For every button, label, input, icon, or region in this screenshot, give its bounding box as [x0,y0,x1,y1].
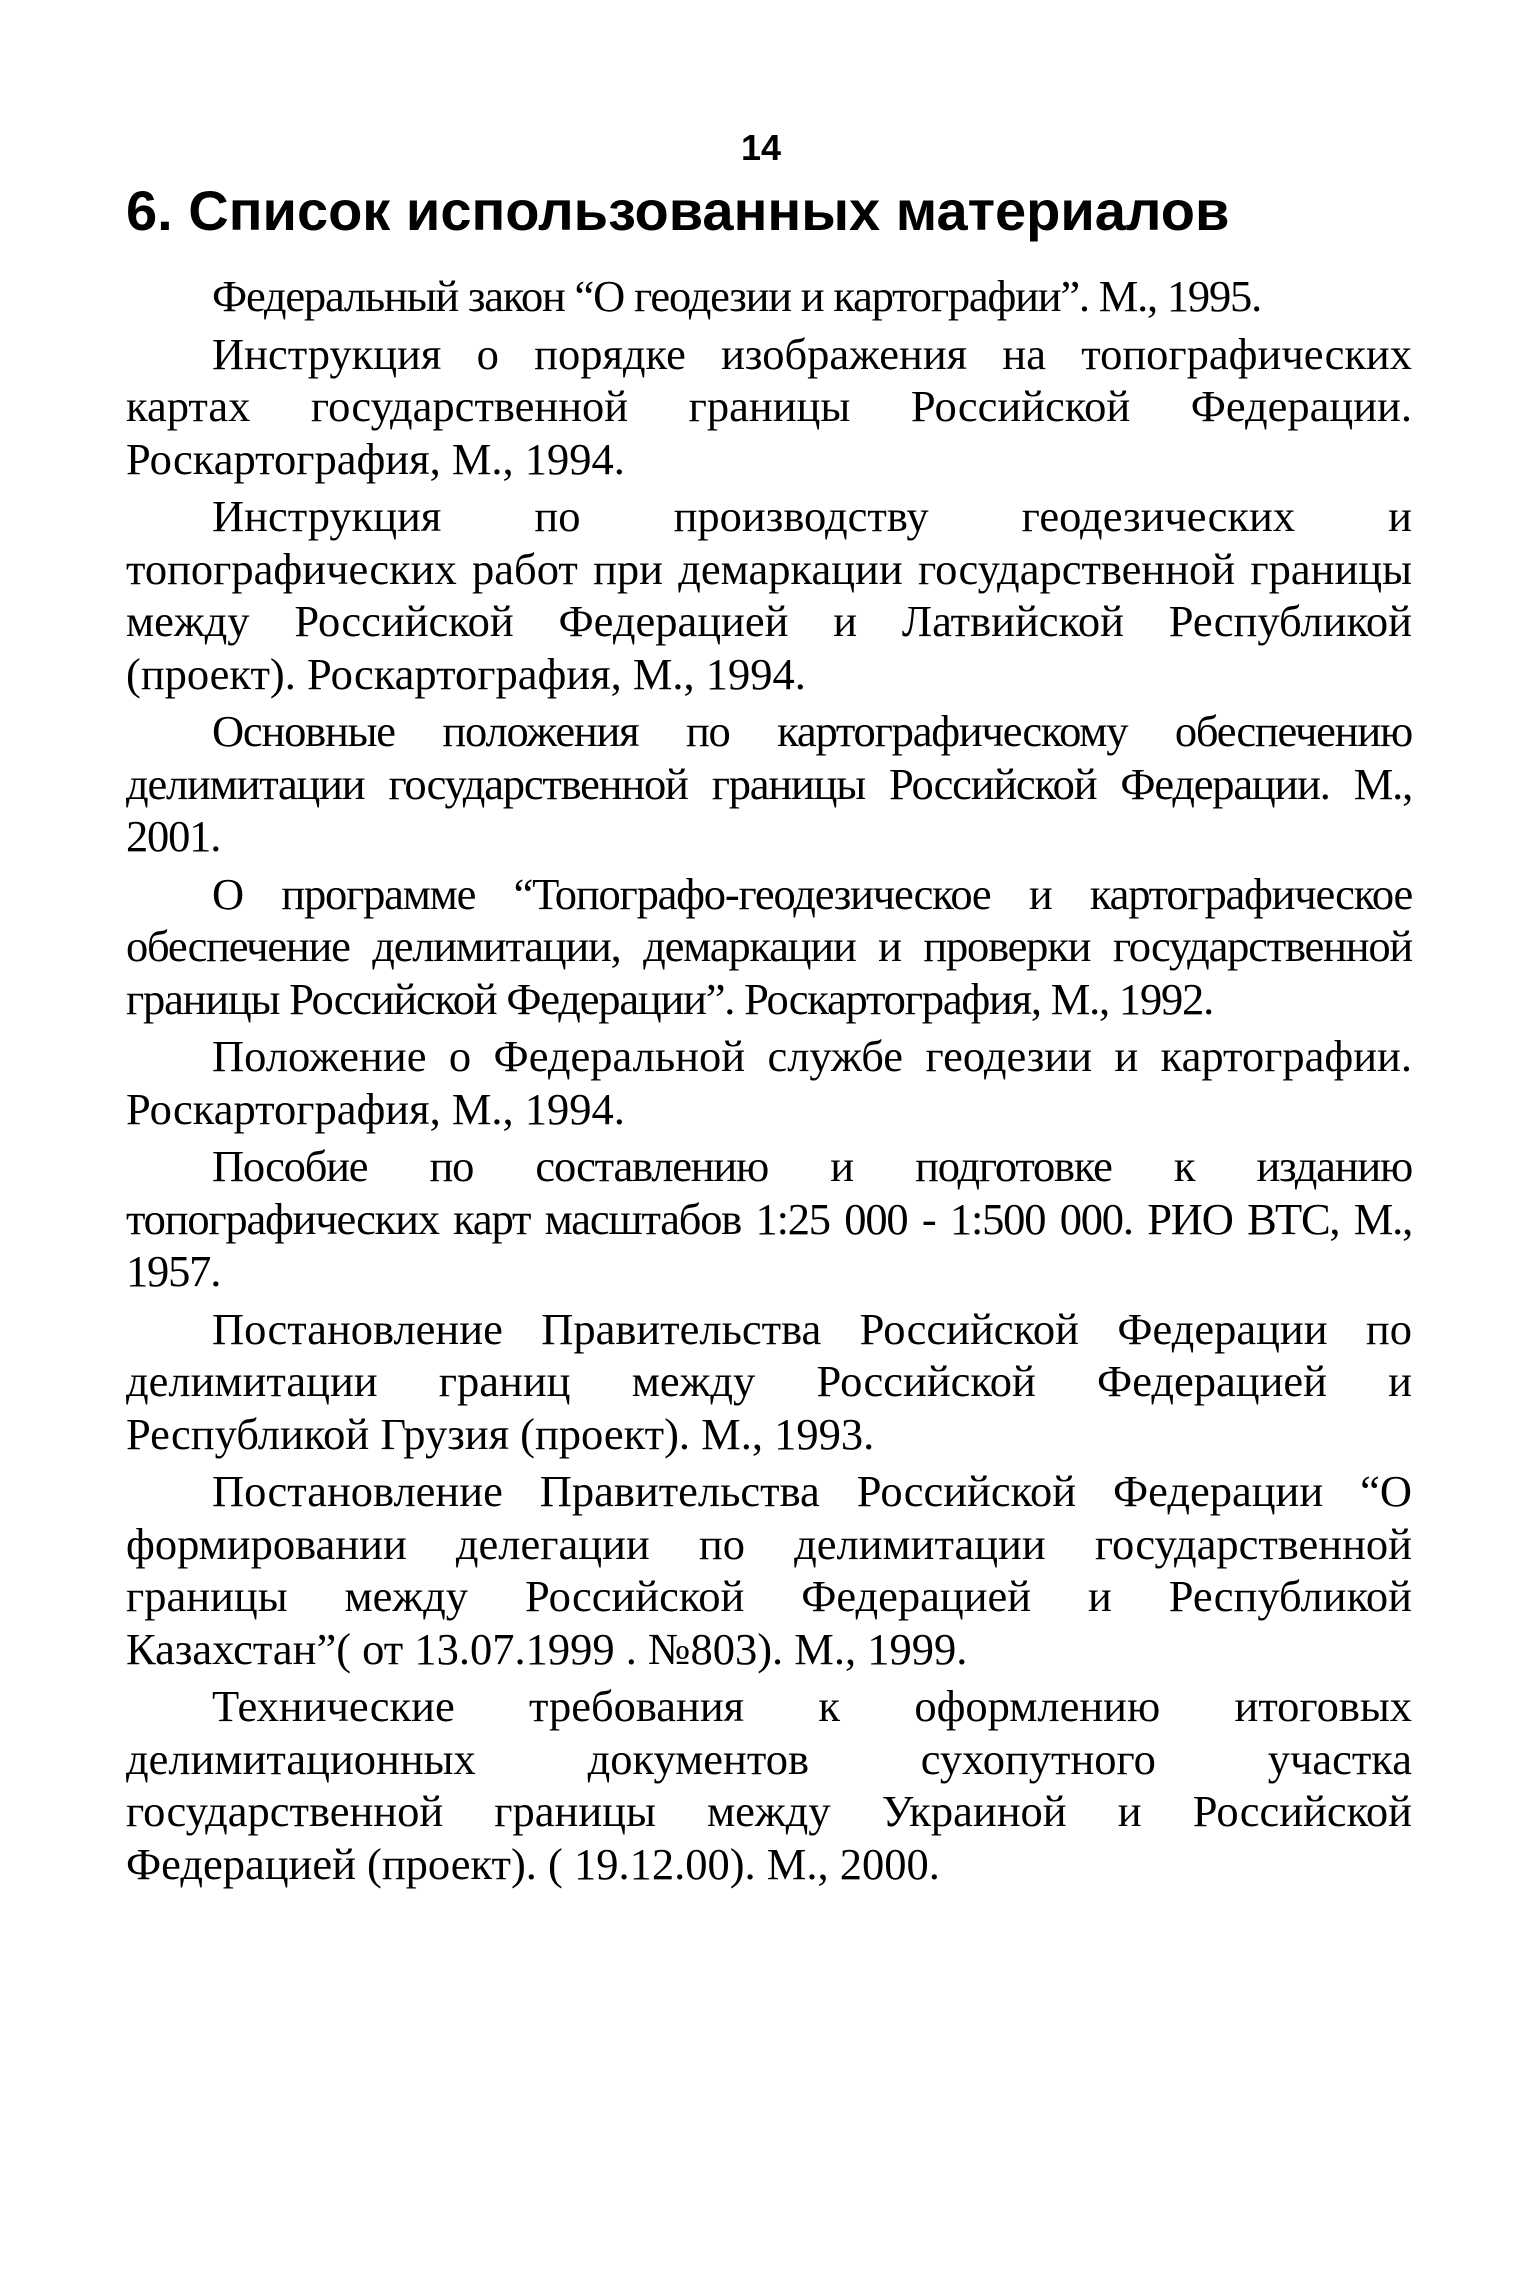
reference-item: Технические требования к оформлению итоговых делимитационных документов сухопутного участка государственной границы между Украиной и Российской Федерацией (проект). ( 19.12.00). М., 2000. [126,1681,1412,1889]
reference-item: Инструкция о порядке изображения на топографических картах государственной границы Российской Федерации. Роскартография, М., 1994. [126,328,1412,484]
reference-item: Положение о Федеральной службе геодезии и картографии. Роскартография, М., 1994. [126,1031,1412,1134]
reference-item: О программе “Топографо-геодезическое и картографическое обеспечение делимитации, демаркации и проверки государственной границы Российской Федерации”. Роскартография, М., 1992. [126,868,1412,1024]
reference-item: Федеральный закон “О геодезии и картографии”. М., 1995. [212,271,1261,321]
reference-list [126,270,1412,1895]
reference-item: Постановление Правительства Российской Федерации “О формировании делегации по делимитации государственной границы между Российской Федерацией и Республикой Казахстан”( от 13.07.1999 . №803). М., 1999. [126,1466,1412,1674]
reference-item: Пособие по составлению и подготовке к изданию топографических карт масштабов 1:25 000 - 1:500 000. РИО ВТС, М., 1957. [126,1141,1412,1296]
reference-item: Основные положения по картографическому обеспечению делимитации государственной границы Российской Федерации. М., 2001. [126,706,1412,861]
page-number: 14 [740,127,782,168]
section-heading: 6. Список использованных материалов [126,179,1230,242]
reference-item: Инструкция по производству геодезических и топографических работ при демаркации государственной границы между Российской Федерацией и Латвийской Республикой (проект). Роскартография, М., 1994. [126,491,1412,699]
reference-item: Постановление Правительства Российской Федерации по делимитации границ между Российской Федерацией и Республикой Грузия (проект). М., 1993. [126,1303,1412,1459]
